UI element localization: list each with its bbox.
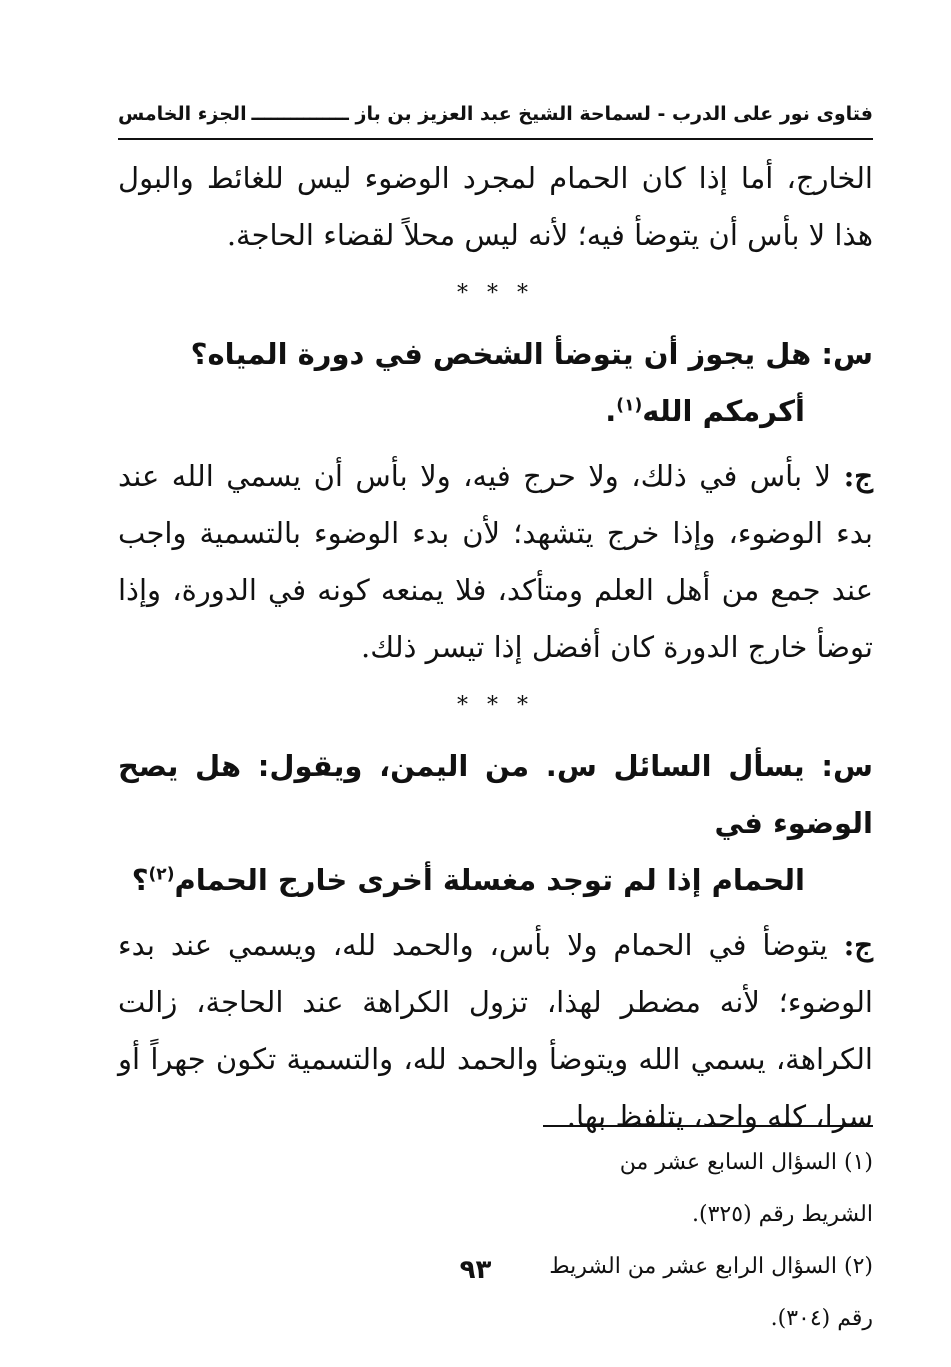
question-2 [118, 738, 873, 909]
header-book-title [251, 103, 873, 125]
question-2-text: يسأل السائل س. من اليمن، ويقول: هل يصح الوضوء في [118, 749, 873, 840]
question-2-end: ؟ [131, 863, 149, 897]
section-separator-2: * * * [457, 693, 534, 718]
section-separator-1: * * * [457, 281, 534, 306]
page-number: ٩٣ [459, 1255, 492, 1285]
question-1 [118, 326, 873, 440]
main-text [118, 150, 873, 1145]
question-1-cont-text: أكرمكم الله [642, 394, 805, 428]
header-separator: ـــــــــــــــ [251, 103, 349, 125]
question-1-end: . [605, 394, 617, 428]
answer-1-prefix: ج: [843, 459, 873, 493]
header-part-label: الجزء الخامس [118, 103, 247, 125]
footnotes [543, 1125, 873, 1345]
question-1-prefix: س: [821, 337, 873, 371]
answer-1 [118, 448, 873, 676]
footnote-divider [543, 1125, 873, 1127]
footnote-ref-2: (٢) [148, 864, 175, 885]
question-2-cont-text: الحمام إذا لم توجد مغسلة أخرى خارج الحمام [174, 863, 805, 897]
footnote-1: (١) السؤال السابع عشر من الشريط رقم (٣٢٥). [619, 1150, 873, 1227]
book-title-text: فتاوى نور على الدرب - لسماحة الشيخ عبد العزيز بن باز [355, 103, 873, 125]
running-header [118, 94, 873, 140]
answer-2 [118, 917, 873, 1145]
question-2-continuation [118, 852, 873, 909]
question-1-text: هل يجوز أن يتوضأ الشخص في دورة المياه؟ [190, 337, 812, 371]
answer-1-text: لا بأس في ذلك، ولا حرج فيه، ولا بأس أن يسمي الله عند بدء الوضوء، وإذا خرج يتشهد؛ لأن بدء الوضوء بالتسمية واجب عند جمع من أهل العلم ومتأكد، فلا يمنعه كونه في الدورة، وإذا توضأ خارج الدورة كان أفضل إذا تيسر ذلك. [118, 459, 873, 664]
question-1-continuation [118, 383, 873, 440]
footnote-ref-1: (١) [616, 395, 643, 416]
footnote-2: (٢) السؤال الرابع عشر من الشريط رقم (٣٠٤). [549, 1254, 873, 1331]
answer-2-text: يتوضأ في الحمام ولا بأس، والحمد لله، ويسمي عند بدء الوضوء؛ لأنه مضطر لهذا، تزول الكراهة عند الحاجة، زالت الكراهة، يسمي الله ويتوضأ والحمد لله، والتسمية تكون جهراً أو سرا، كله واحد، يتلفظ بها. [118, 928, 873, 1133]
intro-paragraph: الخارج، أما إذا كان الحمام لمجرد الوضوء ليس للغائط والبول هذا لا بأس أن يتوضأ فيه؛ لأنه ليس محلاً لقضاء الحاجة. [118, 161, 873, 252]
question-2-prefix: س: [821, 749, 873, 783]
answer-2-prefix: ج: [843, 928, 874, 962]
